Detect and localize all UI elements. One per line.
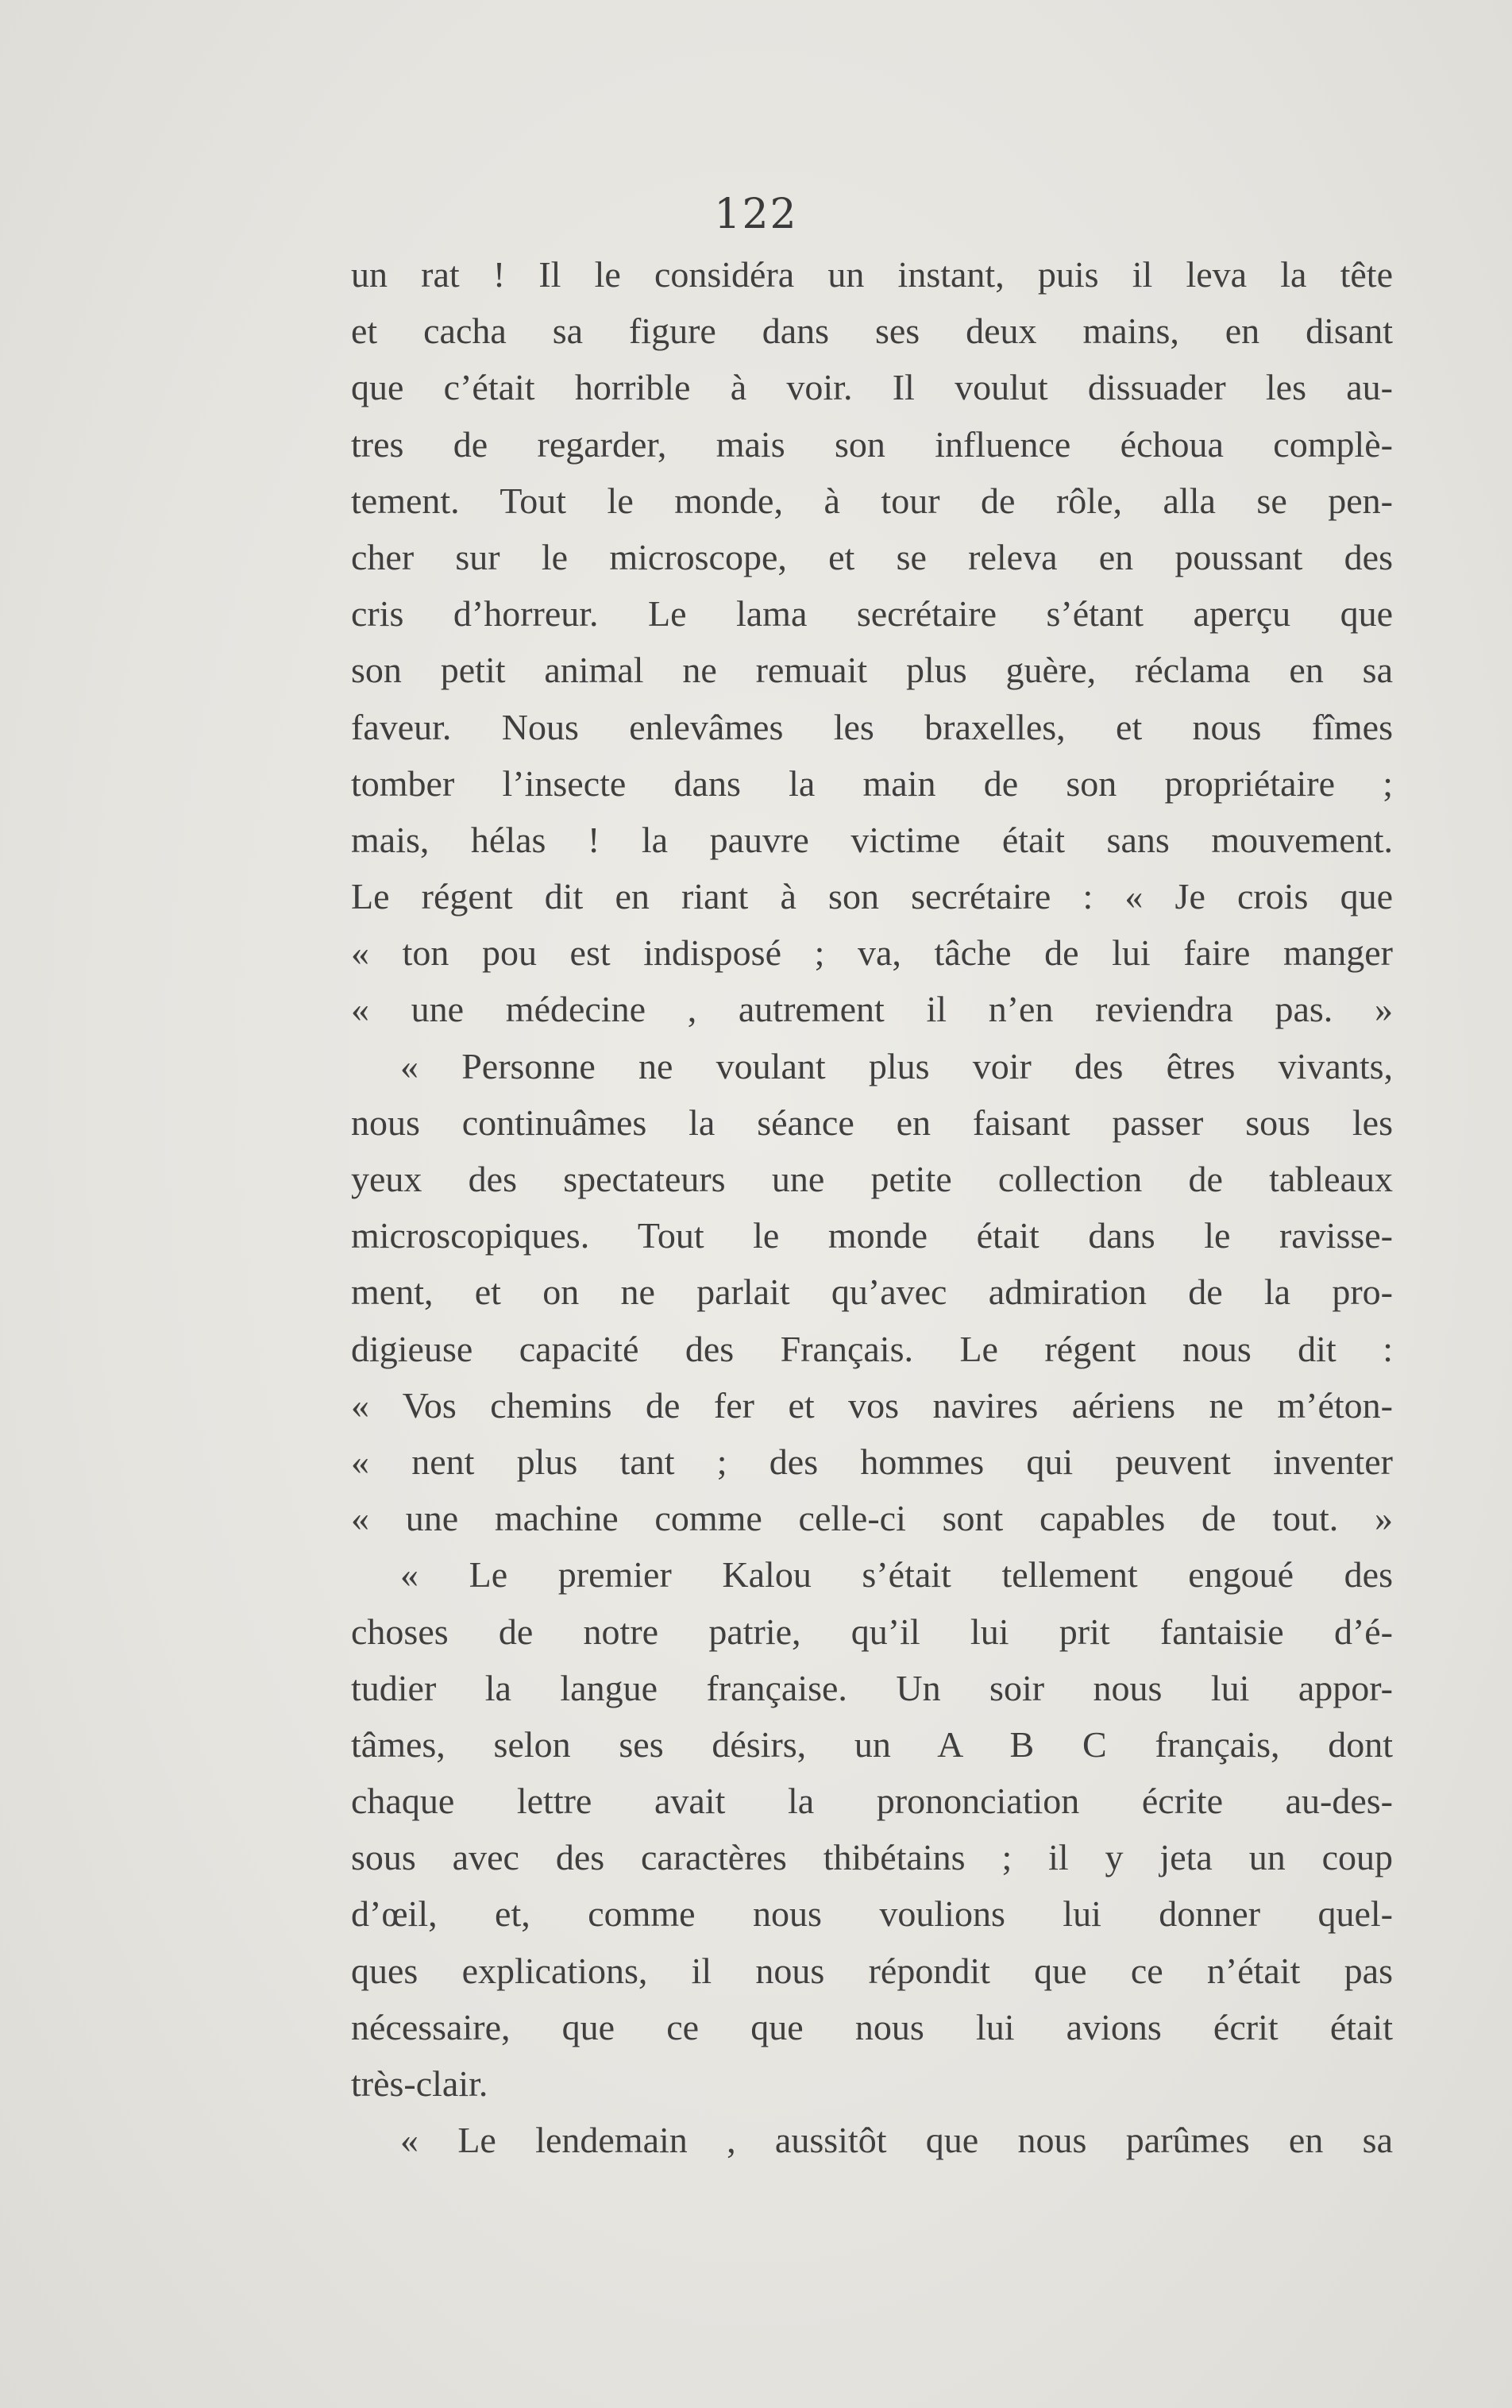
text-line: « une machine comme celle-ci sont capables de tout. » (351, 1498, 1393, 1539)
text-line: Le régent dit en riant à son secrétaire : « Je crois que (351, 876, 1393, 917)
text-line: tomber l’insecte dans la main de son propriétaire ; (351, 762, 1393, 804)
text-line: et cacha sa figure dans ses deux mains, en disant (351, 311, 1393, 352)
text-line: ques explications, il nous répondit que ce n’était pas (351, 1950, 1393, 1991)
text-line: cris d’horreur. Le lama secrétaire s’étant aperçu que (351, 593, 1393, 635)
text-line: tement. Tout le monde, à tour de rôle, alla se pen- (351, 480, 1393, 521)
text-line: « nent plus tant ; des hommes qui peuvent inventer (351, 1441, 1393, 1482)
text-line: « ton pou est indisposé ; va, tâche de lui faire manger (351, 932, 1393, 974)
text-line: mais, hélas ! la pauvre victime était sans mouvement. (351, 819, 1393, 860)
text-line: que c’était horrible à voir. Il voulut dissuader les au- (351, 367, 1393, 408)
text-line: digieuse capacité des Français. Le régent nous dit : (351, 1328, 1393, 1369)
text-line: yeux des spectateurs une petite collection de tableaux (351, 1159, 1393, 1199)
text-line: d’œil, et, comme nous voulions lui donner quel- (351, 1893, 1393, 1935)
text-line: tres de regarder, mais son influence échoua complè- (351, 423, 1393, 465)
text-line: nous continuâmes la séance en faisant passer sous les (351, 1102, 1393, 1143)
page-number: 122 (714, 191, 798, 238)
text-line: nécessaire, que ce que nous lui avions écrit était (351, 2006, 1393, 2047)
text-line: très-clair. (351, 2063, 488, 2104)
text-line: tâmes, selon ses désirs, un A B C français, dont (351, 1723, 1393, 1765)
text-line: ment, et on ne parlait qu’avec admiration de la pro- (351, 1272, 1393, 1313)
text-line: « Le premier Kalou s’était tellement engoué des (400, 1554, 1393, 1596)
text-line: microscopiques. Tout le monde était dans le ravisse- (351, 1215, 1393, 1256)
text-line: « une médecine , autrement il n’en reviendra pas. » (351, 989, 1393, 1030)
text-line: « Personne ne voulant plus voir des êtres vivants, (400, 1045, 1393, 1086)
text-line: choses de notre patrie, qu’il lui prit fantaisie d’é- (351, 1611, 1393, 1652)
text-line: faveur. Nous enlevâmes les braxelles, et nous fîmes (351, 706, 1393, 747)
text-line: un rat ! Il le considéra un instant, puis il leva la tête (351, 254, 1393, 295)
text-line: chaque lettre avait la prononciation écrite au-des- (351, 1781, 1393, 1822)
body-text (351, 246, 1393, 2168)
text-line: « Vos chemins de fer et vos navires aériens ne m’éton- (351, 1384, 1393, 1426)
text-line: son petit animal ne remuait plus guère, réclama en sa (351, 650, 1393, 691)
text-line: cher sur le microscope, et se releva en poussant des (351, 536, 1393, 577)
text-line: tudier la langue française. Un soir nous lui appor- (351, 1667, 1393, 1708)
text-line: sous avec des caractères thibétains ; il y jeta un coup (351, 1837, 1393, 1878)
text-line: « Le lendemain , aussitôt que nous parûmes en sa (400, 2120, 1393, 2161)
